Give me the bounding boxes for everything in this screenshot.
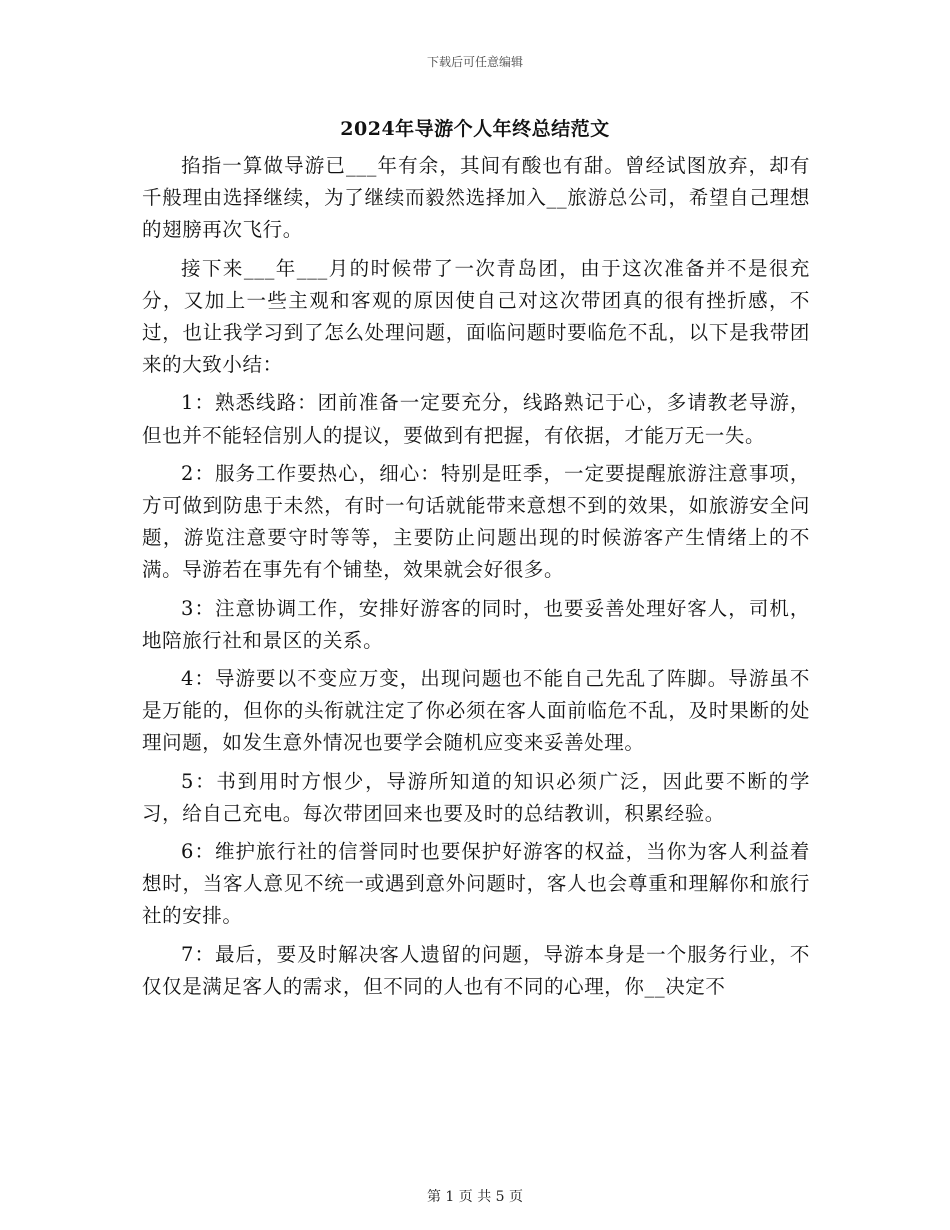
paragraph-point-1: 1：熟悉线路：团前准备一定要充分，线路熟记于心，多请教老导游，但也并不能轻信别人的提议，要做到有把握，有依据，才能万无一失。 <box>142 391 810 447</box>
paragraph-point-2: 2：服务工作要热心，细心：特别是旺季，一定要提醒旅游注意事项，方可做到防患于未然，有时一句话就能带来意想不到的效果，如旅游安全问题，游览注意要守时等等，主要防止问题出现的时候游客产生情绪上的不满。导游若在事先有个铺垫，效果就会好很多。 <box>142 461 810 582</box>
paragraph-intro: 掐指一算做导游已___年有余，其间有酸也有甜。曾经试图放弃，却有千般理由选择继续，为了继续而毅然选择加入__旅游总公司，希望自己理想的翅膀再次飞行。 <box>142 154 810 242</box>
paragraph-point-5: 5：书到用时方恨少，导游所知道的知识必须广泛，因此要不断的学习，给自己充电。每次带团回来也要及时的总结教训，积累经验。 <box>142 769 810 825</box>
paragraph-point-4: 4：导游要以不变应万变，出现问题也不能自己先乱了阵脚。导游虽不是万能的，但你的头衔就注定了你必须在客人面前临危不乱，及时果断的处理问题，如发生意外情况也要学会随机应变来妥善处理。 <box>142 667 810 755</box>
paragraph-qingdao-tour: 接下来___年___月的时候带了一次青岛团，由于这次准备并不是很充分，又加上一些主观和客观的原因使自己对这次带团真的很有挫折感，不过，也让我学习到了怎么处理问题，面临问题时要临危不乱，以下是我带团来的大致小结： <box>142 256 810 377</box>
page-number: 第 1 页 共 5 页 <box>426 1189 524 1205</box>
header-note: 下载后可任意编辑 <box>426 55 523 69</box>
paragraph-point-7: 7：最后，要及时解决客人遗留的问题，导游本身是一个服务行业，不仅仅是满足客人的需求，但不同的人也有不同的心理，你__决定不 <box>142 942 810 998</box>
document-title: 2024年导游个人年终总结范文 <box>340 118 610 140</box>
paragraph-point-3: 3：注意协调工作，安排好游客的同时，也要妥善处理好客人，司机，地陪旅行社和景区的关系。 <box>142 596 810 652</box>
document-body <box>142 150 810 1009</box>
paragraph-point-6: 6：维护旅行社的信誉同时也要保护好游客的权益，当你为客人利益着想时，当客人意见不统一或遇到意外问题时，客人也会尊重和理解你和旅行社的安排。 <box>142 840 810 928</box>
